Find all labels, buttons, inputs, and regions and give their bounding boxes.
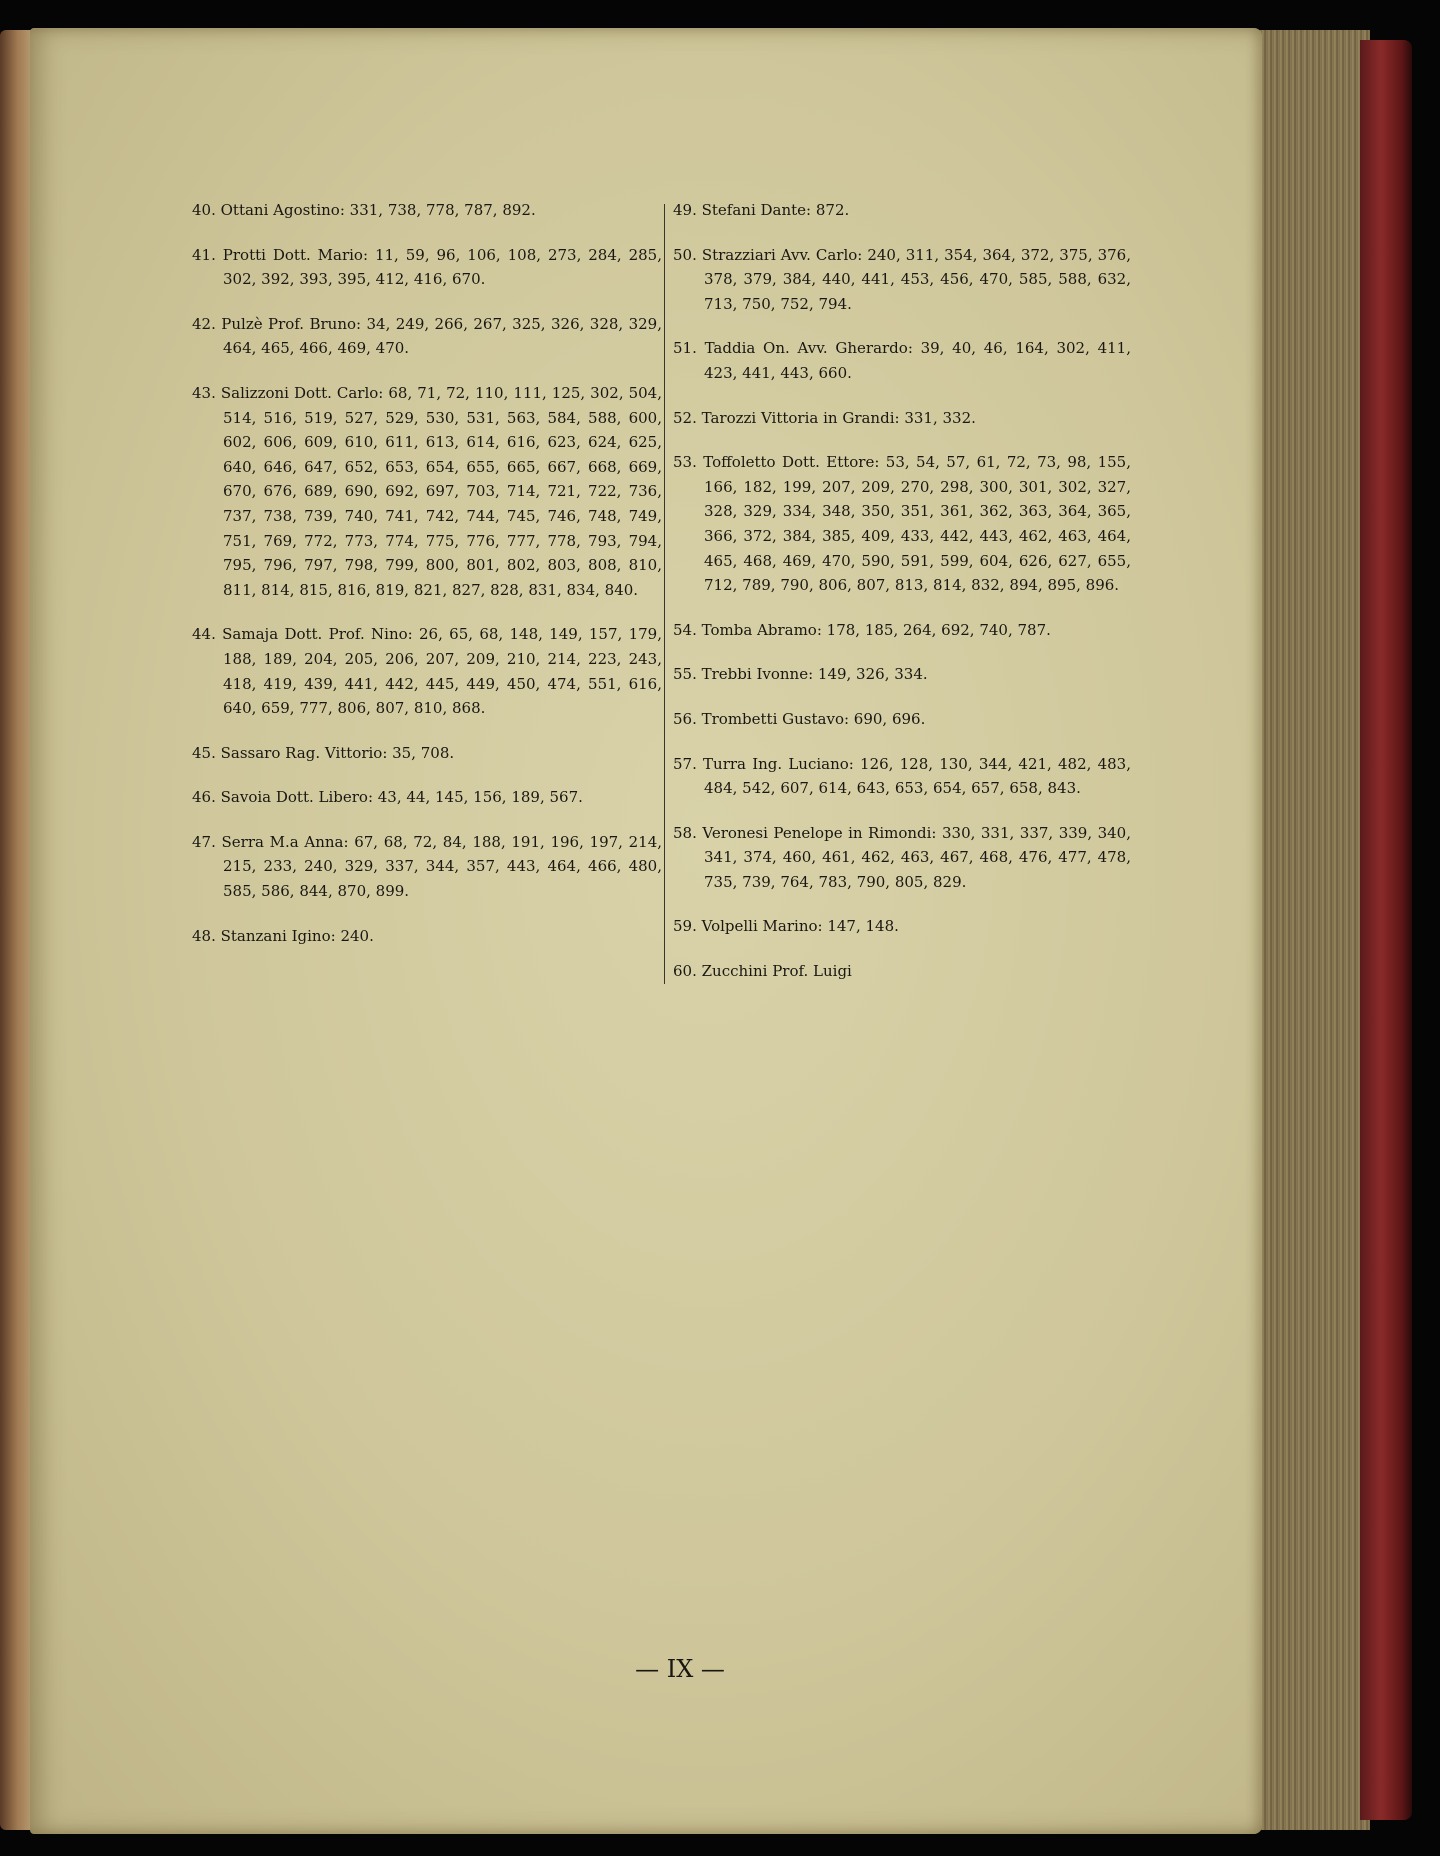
index-entry: 59. Volpelli Marino: 147, 148. — [673, 917, 899, 936]
index-entry: 43. Salizzoni Dott. Carlo: 68, 71, 72, 110, 111, 125, 302, 504, 514, 516, 519, 527, 529, 530, 531, 563, 584, 588, 600, 602, 606, 609, 610, 611, 613, 614, 616, 623, 624, 625, 640, 646, 647, 652, 653, 654, 655, 665, 667, 668, 669, 670, 676, 689, 690, 692, 697, 703, 714, 721, 722, 736, 737, 738, 739, 740, 741, 742, 744, 745, 746, 748, 749, 751, 769, 772, 773, 774, 775, 776, 777, 778, 793, 794, 795, 796, 797, 798, 799, 800, 801, 802, 803, 808, 810, 811, 814, 815, 816, 819, 821, 827, 828, 831, 834, 840. — [192, 383, 662, 599]
book-page — [30, 28, 1262, 1834]
index-entry: 48. Stanzani Igino: 240. — [192, 926, 374, 945]
index-entry: 58. Veronesi Penelope in Rimondi: 330, 331, 337, 339, 340, 341, 374, 460, 461, 462, 463, 467, 468, 476, 477, 478, 735, 739, 764, 783, 790, 805, 829. — [673, 823, 1131, 891]
index-entry: 46. Savoia Dott. Libero: 43, 44, 145, 156, 189, 567. — [192, 788, 583, 807]
index-entry: 45. Sassaro Rag. Vittorio: 35, 708. — [192, 743, 455, 762]
index-entry: 56. Trombetti Gustavo: 690, 696. — [673, 709, 926, 728]
index-entry: 44. Samaja Dott. Prof. Nino: 26, 65, 68, 148, 149, 157, 179, 188, 189, 204, 205, 206, 207, 209, 210, 214, 223, 243, 418, 419, 439, 441, 442, 445, 449, 450, 474, 551, 616, 640, 659, 777, 806, 807, 810, 868. — [192, 625, 662, 718]
index-entry: 40. Ottani Agostino: 331, 738, 778, 787, 892. — [192, 201, 536, 219]
index-entry: 52. Tarozzi Vittoria in Grandi: 331, 332. — [673, 408, 976, 427]
book-page-edges — [1255, 30, 1370, 1830]
page-number: — IX — — [635, 1655, 725, 1683]
index-entry: 57. Turra Ing. Luciano: 126, 128, 130, 344, 421, 482, 483, 484, 542, 607, 614, 643, 653, 654, 657, 658, 843. — [673, 754, 1131, 798]
index-entry: 60. Zucchini Prof. Luigi — [673, 962, 852, 981]
index-entry: 49. Stefani Dante: 872. — [673, 201, 850, 219]
index-entry: 47. Serra M.a Anna: 67, 68, 72, 84, 188, 191, 196, 197, 214, 215, 233, 240, 329, 337, 344, 357, 443, 464, 466, 480, 585, 586, 844, 870, 899. — [192, 832, 662, 901]
index-entry: 53. Toffoletto Dott. Ettore: 53, 54, 57, 61, 72, 73, 98, 155, 166, 182, 199, 207, 209, 270, 298, 300, 301, 302, 327, 328, 329, 334, 348, 350, 351, 361, 362, 363, 364, 365, 366, 372, 384, 385, 409, 433, 442, 443, 462, 463, 464, 465, 468, 469, 470, 590, 591, 599, 604, 626, 627, 655, 712, 789, 790, 806, 807, 813, 814, 832, 894, 895, 896. — [673, 453, 1131, 595]
column-divider — [664, 204, 665, 984]
index-entry: 55. Trebbi Ivonne: 149, 326, 334. — [673, 665, 928, 684]
book-cover — [1360, 40, 1412, 1820]
index-entry: 41. Protti Dott. Mario: 11, 59, 96, 106, 108, 273, 284, 285, 302, 392, 393, 395, 412, 416, 670. — [192, 245, 662, 289]
index-entry: 54. Tomba Abramo: 178, 185, 264, 692, 740, 787. — [673, 620, 1051, 639]
index-column-left — [192, 198, 662, 968]
index-entry: 51. Taddia On. Avv. Gherardo: 39, 40, 46, 164, 302, 411, 423, 441, 443, 660. — [673, 339, 1131, 382]
index-entry: 42. Pulzè Prof. Bruno: 34, 249, 266, 267, 325, 326, 328, 329, 464, 465, 466, 469, 470. — [192, 314, 662, 358]
index-entry: 50. Strazziari Avv. Carlo: 240, 311, 354, 364, 372, 375, 376, 378, 379, 384, 440, 441, 453, 456, 470, 585, 588, 632, 713, 750, 752, 794. — [673, 245, 1131, 313]
index-column-right — [673, 198, 1131, 1004]
